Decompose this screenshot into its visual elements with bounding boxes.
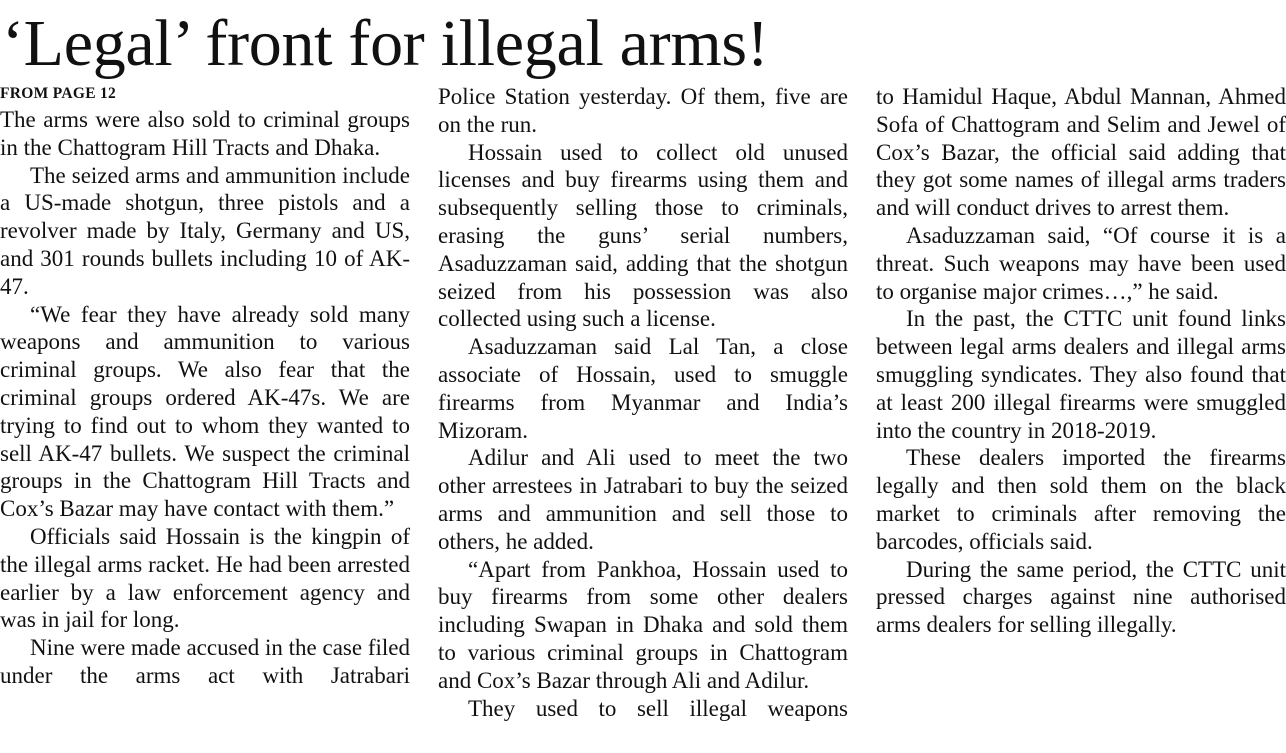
headline: ‘Legal’ front for illegal arms! xyxy=(2,7,769,80)
paragraph: “Apart from Pankhoa, Hossain used to buy firearms from some other dealers including Swapan in Dhaka and sold them to various criminal groups in Chattogram and Cox’s Bazar through Ali and Adilur. xyxy=(438,556,848,693)
paragraph: They used to sell illegal weapons xyxy=(468,695,848,721)
paragraph: Hossain used to collect old unused licenses and buy firearms using them and subsequently selling those to criminals, erasing the guns’ serial numbers, Asaduzzaman said, adding that the shotgun seized from his possession was also collected using such a license. xyxy=(438,139,848,332)
paragraph: The arms were also sold to criminal groups in the Chattogram Hill Tracts and Dhaka. xyxy=(0,107,410,160)
continuation-kicker: FROM PAGE 12 xyxy=(0,85,117,102)
paragraph: During the same period, the CTTC unit pressed charges against nine authorised arms dealers for selling illegally. xyxy=(876,556,1286,638)
paragraph: These dealers imported the firearms legally and then sold them on the black market to criminals after removing the barcodes, officials said. xyxy=(876,445,1286,554)
paragraph: Adilur and Ali used to meet the two other arrestees in Jatrabari to buy the seized arms and ammunition and sell those to others, he added. xyxy=(438,445,848,554)
paragraph: The seized arms and ammunition include a US-made shotgun, three pistols and a revolver made by Italy, Germany and US, and 301 rounds bullets including 10 of AK-47. xyxy=(0,162,410,299)
paragraph: Police Station yesterday. Of them, five are on the run. xyxy=(438,84,848,137)
paragraph: Nine were made accused in the case filed under the arms act with Jatrabari xyxy=(0,635,410,688)
paragraph: In the past, the CTTC unit found links between legal arms dealers and illegal arms smuggling syndicates. They also found that at least 200 illegal firearms were smuggled into the country in 2018-2019. xyxy=(876,306,1286,443)
article-column-2 xyxy=(438,83,848,722)
article-column-3 xyxy=(876,83,1286,639)
paragraph: to Hamidul Haque, Abdul Mannan, Ahmed Sofa of Chattogram and Selim and Jewel of Cox’s Bazar, the official said adding that they got some names of illegal arms traders and will conduct drives to arrest them. xyxy=(876,84,1286,221)
paragraph: Asaduzzaman said, “Of course it is a threat. Such weapons may have been used to organise major crimes…,” he said. xyxy=(876,222,1286,304)
paragraph: Officials said Hossain is the kingpin of the illegal arms racket. He had been arrested earlier by a law enforcement agency and was in jail for long. xyxy=(0,523,410,633)
paragraph: Asaduzzaman said Lal Tan, a close associate of Hossain, used to smuggle firearms from Myanmar and India’s Mizoram. xyxy=(438,334,848,443)
article-column-1 xyxy=(0,106,410,690)
paragraph: “We fear they have already sold many weapons and ammunition to various criminal groups. We also fear that the criminal groups ordered AK-47s. We are trying to find out to whom they wanted to sell AK-47 bullets. We suspect the criminal groups in the Chattogram Hill Tracts and Cox’s Bazar may have contact with them.” xyxy=(0,301,410,522)
